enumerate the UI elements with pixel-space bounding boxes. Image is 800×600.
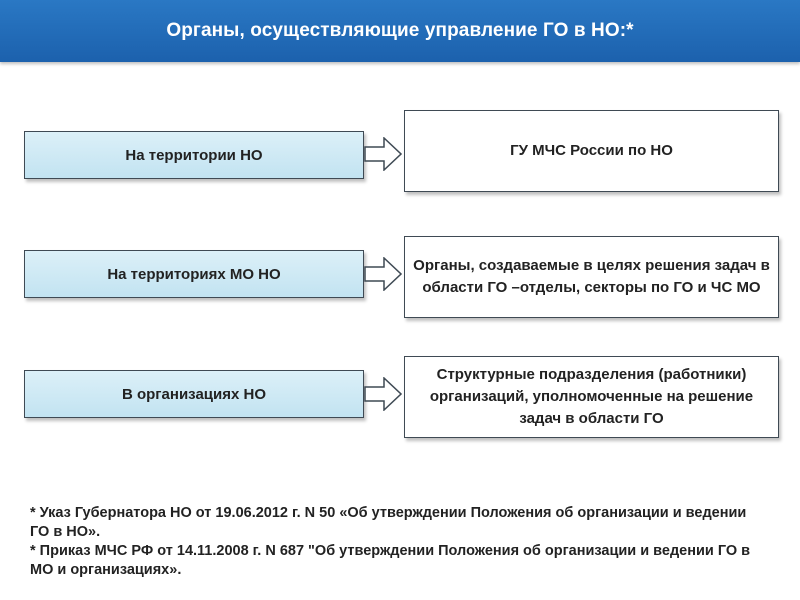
- arrow-right-icon: [364, 137, 402, 171]
- title-bar: [0, 0, 800, 62]
- left-box-2: На территориях МО НО: [24, 250, 364, 298]
- page-title: Органы, осуществляющие управление ГО в НО:*: [166, 20, 634, 41]
- right-box-2: Органы, создаваемые в целях решения задач в области ГО –отделы, секторы по ГО и ЧС МО: [404, 236, 779, 318]
- footnote-2: * Приказ МЧС РФ от 14.11.2008 г. N 687 "Об утверждении Положения об организации и ведении ГО в МО и организациях».: [30, 543, 751, 578]
- right-box-1: ГУ МЧС России по НО: [404, 110, 779, 192]
- arrow-right-icon: [364, 377, 402, 411]
- right-box-3: Структурные подразделения (работники) организаций, уполномоченные на решение задач в области ГО: [404, 356, 779, 438]
- left-box-3: В организациях НО: [24, 370, 364, 418]
- left-box-1: На территории НО: [24, 131, 364, 179]
- arrow-right-icon: [364, 257, 402, 291]
- footnote-1: * Указ Губернатора НО от 19.06.2012 г. N 50 «Об утверждении Положения об организации и ведении ГО в НО».: [30, 505, 747, 540]
- footnotes: [30, 504, 760, 580]
